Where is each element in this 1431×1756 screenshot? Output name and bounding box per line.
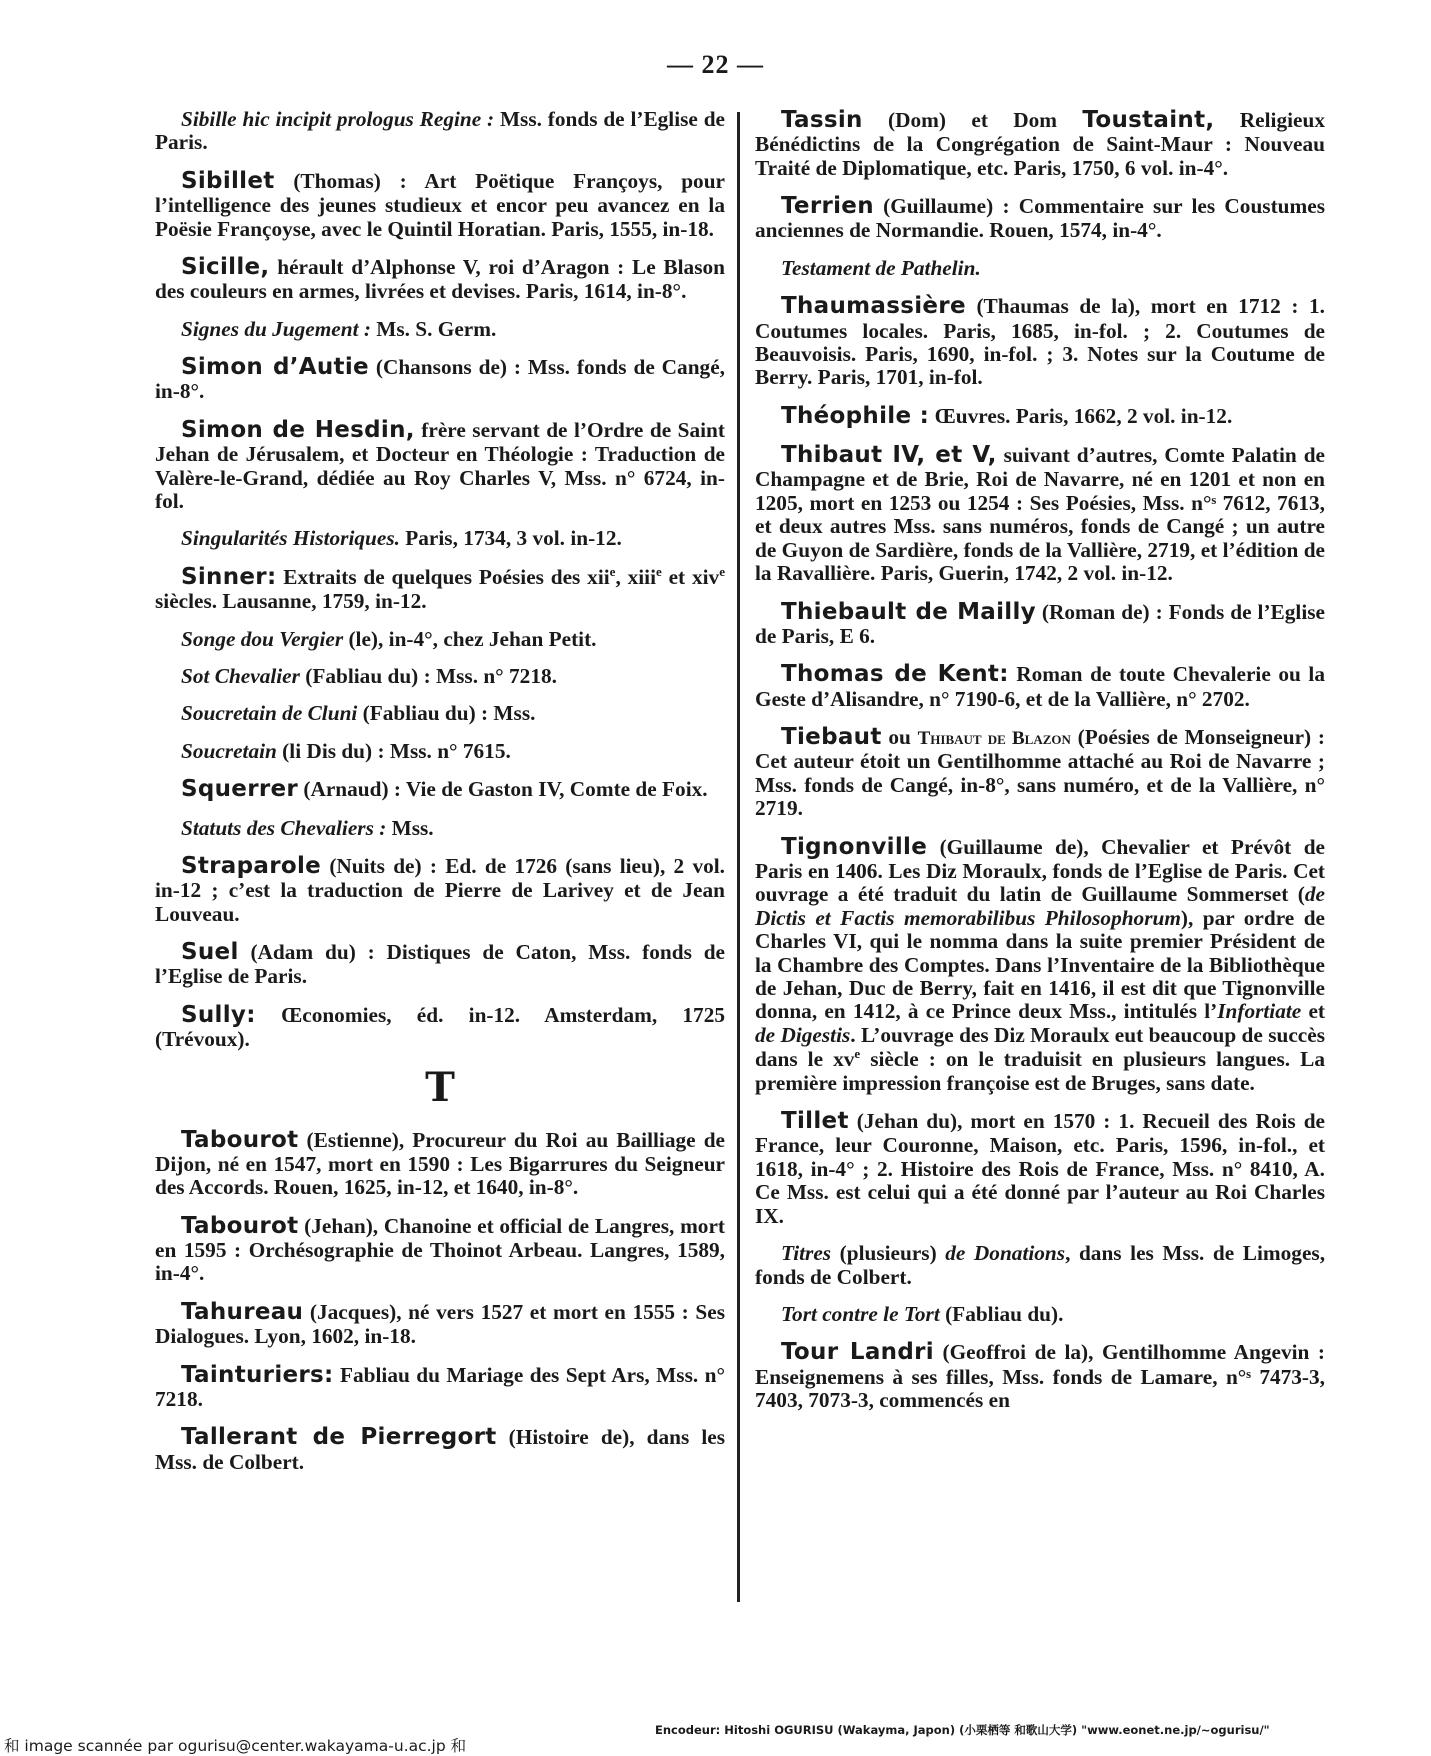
entry-headword: Thomas de Kent: bbox=[781, 661, 1009, 688]
bibliography-entry bbox=[155, 318, 725, 341]
bibliography-entry bbox=[155, 1300, 725, 1349]
encoder-credit: Encodeur: Hitoshi OGURISU (Wakayma, Japon) (小栗栖等 和歌山大学) "www.eonet.ne.jp/~ogurisu/" bbox=[655, 1723, 1270, 1737]
bibliography-entry bbox=[155, 355, 725, 404]
bibliography-entry bbox=[155, 1214, 725, 1286]
entry-title-italic: Tort contre le Tort bbox=[781, 1301, 940, 1326]
entry-headword: Sully: bbox=[181, 1001, 256, 1028]
entries-t bbox=[155, 1128, 725, 1474]
entry-text: (Jehan du), mort en 1570 : 1. Recueil des Rois de France, leur Couronne, Maison, etc. Paris, 1596, in-fol., et 1618, in-4° ; 2. Histoire des Rois de France, Mss. n° 8410, A. Ce Mss. est celui qui a été donné par l’auteur au Roi Charles IX. bbox=[755, 1109, 1325, 1228]
entry-headword: Thibaut IV, et V, bbox=[781, 442, 997, 469]
entry-headword: Tahureau bbox=[181, 1298, 304, 1325]
entry-headword: Tiebaut bbox=[781, 723, 882, 750]
entry-text: Mss. bbox=[386, 815, 434, 840]
entry-headword: Thiebault de Mailly bbox=[781, 598, 1036, 625]
entry-text: (Chansons de) : Mss. fonds de Cangé, in-8°. bbox=[155, 355, 725, 404]
entry-headword: Tillet bbox=[781, 1108, 849, 1135]
entry-text: et bbox=[1301, 999, 1325, 1024]
bibliography-entry bbox=[755, 662, 1325, 711]
page-number: — 22 — bbox=[667, 50, 764, 79]
entry-headword: Sicille, bbox=[181, 253, 270, 280]
bibliography-entry bbox=[755, 257, 1325, 280]
bibliography-entry bbox=[155, 665, 725, 688]
entry-text: (Nuits de) : Ed. de 1726 (sans lieu), 2 vol. in-12 ; c’est la traduction de Pierre de Larivey et de Jean Louveau. bbox=[155, 854, 725, 926]
entry-text: (Dom) et Dom bbox=[862, 108, 1083, 132]
entry-text: Mss. fonds de l’Eglise de Paris. bbox=[155, 107, 726, 155]
bibliography-entry bbox=[155, 854, 725, 926]
scan-credit: 和 image scannée par ogurisu@center.wakayama-u.ac.jp 和 bbox=[4, 1737, 467, 1755]
entry-title-italic: Soucretain de Cluni bbox=[181, 701, 358, 726]
entry-headword: Tallerant de Pierregort bbox=[181, 1424, 497, 1451]
entry-text: (Fabliau du). bbox=[939, 1301, 1064, 1326]
entry-text: (plusieurs) bbox=[831, 1241, 946, 1266]
bibliography-entry bbox=[155, 817, 725, 840]
entry-text: , xiii bbox=[615, 564, 656, 589]
entry-text: Extraits de quelques Poésies des xii bbox=[276, 564, 610, 589]
entry-text: (Roman de) : Fonds de l’Eglise de Paris, E 6. bbox=[755, 599, 1325, 648]
entry-text: (Arnaud) : Vie de Gaston IV, Comte de Foix. bbox=[298, 777, 708, 802]
bibliography-entry bbox=[155, 1363, 725, 1412]
entry-headword: Toustaint, bbox=[1082, 107, 1215, 133]
entry-headword: Straparole bbox=[181, 853, 322, 880]
bibliography-entry bbox=[755, 1242, 1325, 1289]
entry-text: siècles. Lausanne, 1759, in-12. bbox=[155, 589, 427, 614]
entry-text: (Jacques), né vers 1527 et mort en 1555 : Ses Dialogues. Lyon, 1602, in-18. bbox=[155, 1299, 725, 1349]
entry-text: (Guillaume de), Chevalier et Prévôt de Paris en 1406. Les Diz Moraulx, fonds de l’Eglise de Paris. Cet ouvrage a été traduit du latin de Guillaume Sommerset ( bbox=[755, 834, 1325, 907]
entry-text: . L’ouvrage des Diz Moraulx eut beaucoup de succès dans le xv bbox=[755, 1022, 1325, 1072]
entry-text: (Thaumas de la), mort en 1712 : 1. Coutumes locales. Paris, 1685, in-fol. ; 2. Coutumes de Beauvoisis. Paris, 1690, in-fol. ; 3. Notes sur la Coutume de Berry. Paris, 1701, in-fol. bbox=[755, 294, 1325, 390]
entry-headword: Thaumassière bbox=[781, 293, 966, 320]
entry-text: Œuvres. Paris, 1662, 2 vol. in-12. bbox=[929, 403, 1233, 428]
entry-text: frère servant de l’Ordre de Saint Jehan de Jérusalem, et Docteur en Théologie : Traduction de Valère-le-Grand, dédiée au Roy Charles V, Mss. n° 6724, in-fol. bbox=[155, 417, 725, 513]
entry-title-italic: de Donations bbox=[945, 1241, 1066, 1266]
entry-headword: Tabourot bbox=[181, 1212, 299, 1239]
bibliography-entry bbox=[755, 725, 1325, 821]
entry-text: Fabliau du Mariage des Sept Ars, Mss. n° 7218. bbox=[155, 1362, 725, 1411]
entry-text: , dans les Mss. de Limoges, fonds de Colbert. bbox=[755, 1241, 1326, 1289]
entry-text: et xiv bbox=[661, 564, 720, 589]
entry-title-italic: Infortiate bbox=[1217, 999, 1302, 1024]
entry-superscript: e bbox=[656, 563, 662, 579]
entry-text: (Histoire de), dans les Mss. de Colbert. bbox=[155, 1425, 725, 1474]
bibliography-entry bbox=[155, 1128, 725, 1200]
entry-text: (Geoffroi de la), Gentilhomme Angevin : Enseignemens à ses filles, Mss. fonds de Lamare, n°ˢ 7473-3, 7403, 7073-3, commencés en bbox=[755, 1340, 1325, 1413]
entry-title-italic: Soucretain bbox=[181, 738, 277, 763]
entry-text: (Guillaume) : Commentaire sur les Coustumes anciennes de Normandie. Rouen, 1574, in-4°. bbox=[755, 194, 1325, 243]
entry-text: ), par ordre de Charles VI, qui le nomma dans la suite premier Président de la Chambre des Comptes. Dans l’Inventaire de la Bibliothèque de Jehan, Duc de Berry, fait en 1416, il est dit que Tignonville donna, en 1412, à ce Prince deux Mss., intitulés l’ bbox=[755, 905, 1325, 1024]
entry-title-italic: Signes du Jugement : bbox=[181, 316, 371, 341]
left-column bbox=[155, 108, 725, 1488]
entry-text: Roman de toute Chevalerie ou la Geste d’Alisandre, n° 7190-6, et de la Vallière, n° 2702. bbox=[755, 662, 1325, 711]
bibliography-entry bbox=[155, 1003, 725, 1052]
entry-headword: Sinner: bbox=[181, 563, 277, 590]
entry-text: suivant d’autres, Comte Palatin de Champagne et de Brie, Roi de Navarre, né en 1201 et non en 1205, mort en 1253 ou 1254 : Ses Poésies, Mss. n°ˢ 7612, 7613, et deux autres Mss. sans numéros, fonds de Cangé ; un autre de Guyon de Sardière, fonds de la Vallière, 2719, et l’édition de la Ravallière. Paris, Guerin, 1742, 2 vol. in-12. bbox=[755, 443, 1325, 586]
entry-headword: Simon d’Autie bbox=[181, 354, 369, 381]
entry-text: (Fabliau du) : Mss. bbox=[357, 701, 536, 726]
entry-title-italic: Testament de Pathelin. bbox=[781, 255, 981, 280]
bibliography-entry bbox=[155, 169, 725, 241]
bibliography-entry bbox=[155, 565, 725, 614]
entry-text: (Thomas) : Art Poëtique Françoys, pour l’intelligence des jeunes studieux et encor peu avancez en la Poësie Françoyse, avec le Quintil Horatian. Paris, 1555, in-18. bbox=[155, 168, 725, 241]
entry-headword: Squerrer bbox=[181, 776, 299, 803]
bibliography-entry bbox=[755, 404, 1325, 429]
bibliography-entry bbox=[755, 108, 1325, 180]
entry-superscript: e bbox=[719, 563, 725, 579]
bibliography-entry bbox=[155, 628, 725, 651]
entry-text: (Jehan), Chanoine et official de Langres, mort en 1595 : Orchésographie de Thoinot Arbeau. Langres, 1589, in-4°. bbox=[155, 1213, 725, 1286]
bibliography-entry bbox=[155, 418, 725, 514]
bibliography-entry bbox=[155, 255, 725, 304]
entry-headword: Terrien bbox=[781, 193, 874, 220]
entry-superscript: e bbox=[609, 563, 616, 579]
entry-text: (Fabliau du) : Mss. n° 7218. bbox=[299, 664, 557, 689]
bibliography-entry bbox=[155, 940, 725, 989]
entries-s bbox=[155, 108, 725, 1052]
bibliography-entry bbox=[755, 1109, 1325, 1228]
section-letter-heading: T bbox=[425, 1063, 455, 1111]
entry-text: Religieux Bénédictins de la Congrégation de Saint-Maur : Nouveau Traité de Diplomatique, etc. Paris, 1750, 6 vol. in-4°. bbox=[755, 108, 1325, 180]
entry-superscript: e bbox=[854, 1046, 861, 1062]
entry-text: Paris, 1734, 3 vol. in-12. bbox=[399, 526, 622, 551]
entry-title-italic: de Digestis bbox=[755, 1022, 851, 1047]
entry-text: (Poésies de Monseigneur) : Cet auteur étoit un Gentilhomme attaché au Roi de Navarre ; Mss. fonds de Cangé, in-8°, sans numéro, et de la Vallière, n° 2719. bbox=[755, 724, 1325, 821]
entry-title-italic: de Dictis et Factis memorabilibus Philosophorum bbox=[755, 882, 1325, 930]
entry-title-italic: Sibille hic incipit prologus Regine : bbox=[181, 107, 495, 131]
entry-title-italic: Sot Chevalier bbox=[181, 664, 300, 689]
entry-headword: Simon de Hesdin, bbox=[181, 416, 415, 443]
entry-text: Ms. S. Germ. bbox=[370, 316, 497, 341]
entry-text: (li Dis du) : Mss. n° 7615. bbox=[276, 738, 511, 763]
entry-text: siècle : on le traduisit en plusieurs langues. La première impression françoise est de Bruges, sans date. bbox=[755, 1047, 1325, 1095]
entry-headword: Tassin bbox=[781, 107, 863, 133]
bibliography-entry bbox=[755, 443, 1325, 585]
entry-headword: Théophile : bbox=[781, 402, 930, 429]
entry-text: Œconomies, éd. in-12. Amsterdam, 1725 (Trévoux). bbox=[155, 1002, 725, 1052]
entry-text: (Adam du) : Distiques de Caton, Mss. fonds de l’Eglise de Paris. bbox=[155, 940, 725, 989]
entry-small-caps: Thibaut de Blazon bbox=[917, 727, 1071, 749]
entry-headword: Sibillet bbox=[181, 167, 275, 194]
bibliography-entry bbox=[155, 527, 725, 550]
entry-headword: Tour Landri bbox=[781, 1339, 934, 1366]
bibliography-entry bbox=[755, 835, 1325, 1096]
column-divider bbox=[737, 112, 740, 1602]
entry-headword: Tignonville bbox=[781, 833, 928, 860]
bibliography-entry bbox=[155, 108, 725, 155]
entry-title-italic: Singularités Historiques. bbox=[181, 526, 400, 551]
entry-text: (Estienne), Procureur du Roi au Bailliage de Dijon, né en 1547, mort en 1590 : Les Bigarrures du Seigneur des Accords. Rouen, 1625, in-12, et 1640, in-8°. bbox=[155, 1127, 725, 1200]
bibliography-entry bbox=[755, 294, 1325, 390]
bibliography-entry bbox=[155, 702, 725, 725]
entry-headword: Tainturiers: bbox=[181, 1361, 334, 1388]
bibliography-entry bbox=[155, 777, 725, 802]
entry-title-italic: Statuts des Chevaliers : bbox=[181, 815, 387, 840]
entry-text: ou bbox=[881, 724, 918, 749]
entry-text: (le), in-4°, chez Jehan Petit. bbox=[343, 626, 597, 651]
entry-title-italic: Titres bbox=[781, 1241, 832, 1266]
entry-title-italic: Songe dou Vergier bbox=[181, 626, 344, 651]
bibliography-entry bbox=[755, 1340, 1325, 1412]
bibliography-entry bbox=[755, 600, 1325, 649]
bibliography-entry bbox=[755, 194, 1325, 243]
right-column bbox=[755, 108, 1325, 1427]
entry-headword: Suel bbox=[181, 939, 239, 966]
bibliography-entry bbox=[155, 1425, 725, 1474]
entry-headword: Tabourot bbox=[181, 1126, 299, 1153]
bibliography-entry bbox=[155, 740, 725, 763]
bibliography-entry bbox=[755, 1303, 1325, 1326]
entry-text: hérault d’Alphonse V, roi d’Aragon : Le Blason des couleurs en armes, livrées et devises. Paris, 1614, in-8°. bbox=[155, 254, 725, 304]
entries-t-continued bbox=[755, 108, 1325, 1413]
